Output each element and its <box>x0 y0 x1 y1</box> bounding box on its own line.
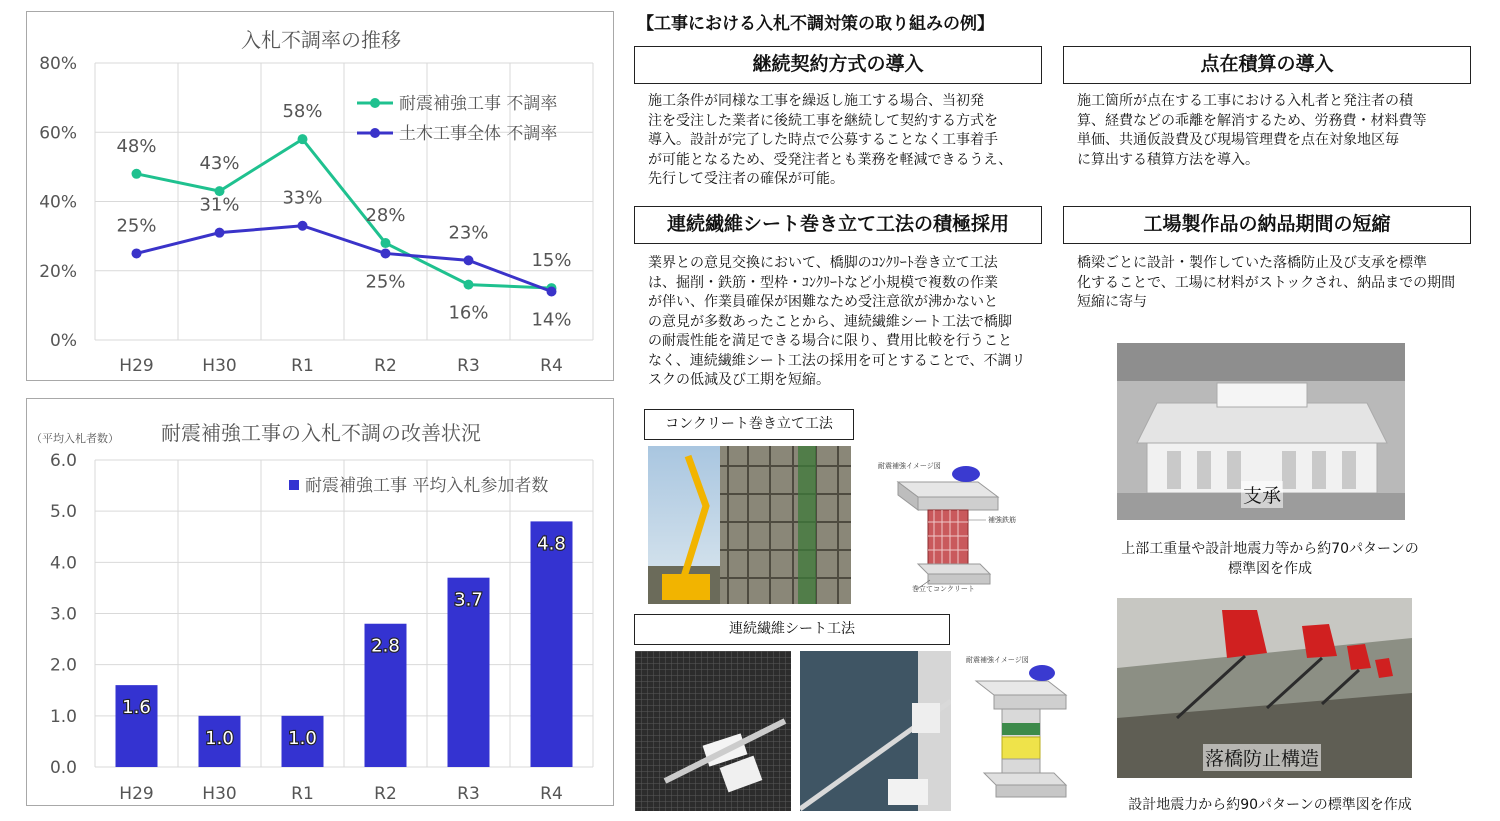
line-data-label: 48% <box>116 135 157 157</box>
box-fiber-sheet-description <box>648 254 1040 391</box>
diagram1-rebar-label: 補強鉄筋 <box>988 516 1016 524</box>
bar-x-tick-label: R3 <box>457 784 480 804</box>
bar-data-label: 3.7 <box>454 589 483 611</box>
line-data-label: 23% <box>448 222 489 244</box>
diagram1-concrete-label: 巻立てコンクリート <box>912 585 975 593</box>
line-y-tick-label: 0% <box>50 331 77 351</box>
bar-chart <box>27 399 615 807</box>
fiber-sheet-photo-2 <box>800 651 951 811</box>
line-chart-title: 入札不調率の推移 <box>241 28 401 52</box>
fall-prevention-photo <box>1117 598 1412 778</box>
box2-line-1: 施工箇所が点在する工事における入札者と発注者の積 <box>1077 93 1413 109</box>
bar-legend-label: 耐震補強工事 平均入札参加者数 <box>305 476 549 496</box>
measures-main-title: 【工事における入札不調対策の取り組みの例】 <box>637 14 994 34</box>
bar-data-label: 4.8 <box>537 533 566 555</box>
line-data-label: 43% <box>199 153 240 175</box>
line-point <box>132 248 142 258</box>
line-x-tick-label: R1 <box>291 356 314 376</box>
line-x-tick-label: R2 <box>374 356 397 376</box>
concrete-jacketing-label: コンクリート巻き立て工法 <box>644 409 854 440</box>
line-x-tick-label: R4 <box>540 356 563 376</box>
bar <box>531 521 573 767</box>
bar-y-tick-label: 2.0 <box>49 655 77 676</box>
bearing-photo-label: 支承 <box>1241 481 1283 508</box>
line-point <box>381 248 391 258</box>
bar-legend-swatch <box>289 480 299 490</box>
line-chart-panel <box>26 11 614 381</box>
line-data-label: 16% <box>448 302 489 324</box>
box-factory-products-title: 工場製作品の納品期間の短縮 <box>1063 206 1471 244</box>
line-point <box>215 228 225 238</box>
box4-line-1: 橋梁ごとに設計・製作していた落橋防止及び支承を標準 <box>1077 255 1427 271</box>
line-legend-marker <box>370 128 380 138</box>
box-scattered-estimate-description <box>1077 92 1469 170</box>
bearing-caption-line-1: 上部工重量や設計地震力等から約70パターンの <box>1121 541 1419 557</box>
bar-x-tick-label: H30 <box>202 784 237 804</box>
bar-x-tick-label: R1 <box>291 784 314 804</box>
box-continuous-contract-title: 継続契約方式の導入 <box>634 46 1042 84</box>
line-y-tick-label: 60% <box>39 123 77 144</box>
concrete-jacketing-diagram <box>868 452 1018 604</box>
box1-line-4: が可能となるため、受発注者とも業務を軽減できるうえ、 <box>648 151 1013 168</box>
bar-data-label: 1.6 <box>122 697 151 719</box>
box3-line-4: の意見が多数あったことから、連続繊維シート工法で橋脚 <box>648 313 1012 330</box>
line-chart <box>27 12 615 382</box>
bar-data-label: 1.0 <box>205 727 234 749</box>
line-x-tick-label: R3 <box>457 356 480 376</box>
line-data-label: 14% <box>531 309 572 331</box>
box4-line-2: 化することで、工場に材料がストックされ、納品までの期間 <box>1077 274 1456 291</box>
box1-line-5: 先行して受注者の確保が可能。 <box>648 171 844 187</box>
line-y-tick-label: 80% <box>39 54 77 74</box>
bar-chart-title: 耐震補強工事の入札不調の改善状況 <box>161 421 481 445</box>
line-point <box>381 238 391 248</box>
box1-line-3: 導入。設計が完了した時点で公募することなく工事着手 <box>648 132 998 148</box>
line-legend-marker <box>370 98 380 108</box>
fiber-sheet-diagram <box>960 651 1080 811</box>
diagram1-title: 耐震補強イメージ図 <box>878 462 941 470</box>
bar-chart-panel <box>26 398 614 806</box>
fall-prevention-photo-label: 落橋防止構造 <box>1203 744 1321 771</box>
bar-x-tick-label: R2 <box>374 784 397 804</box>
line-y-tick-label: 40% <box>39 192 77 213</box>
line-point <box>464 280 474 290</box>
line-y-tick-label: 20% <box>39 261 77 282</box>
bearing-caption-line-2: 標準図を作成 <box>1228 561 1312 577</box>
box-factory-products-description <box>1077 254 1469 313</box>
bar-y-axis-label: （平均入札者数） <box>31 432 119 445</box>
box2-line-2: 算、経費などの乖離を解消するため、労務費・材料費等 <box>1077 112 1427 129</box>
diagram2-title: 耐震補強イメージ図 <box>966 656 1029 664</box>
fiber-sheet-label: 連続繊維シート工法 <box>634 614 950 645</box>
bearing-photo <box>1117 343 1405 520</box>
line-point <box>464 255 474 265</box>
line-point <box>132 169 142 179</box>
box3-line-3: が伴い、作業員確保が困難なため受注意欲が沸かないと <box>648 294 998 310</box>
line-legend-label: 土木工事全体 不調率 <box>399 124 558 144</box>
box3-line-7: スクの低減及び工期を短縮。 <box>648 372 830 388</box>
line-data-label: 31% <box>199 194 240 216</box>
box-fiber-sheet-title: 連続繊維シート巻き立て工法の積極採用 <box>634 206 1042 244</box>
line-data-label: 25% <box>116 215 157 237</box>
line-point <box>298 134 308 144</box>
bar-data-label: 1.0 <box>288 727 317 749</box>
bar-y-tick-label: 0.0 <box>49 758 77 778</box>
line-data-label: 15% <box>531 250 572 272</box>
bar-y-tick-label: 6.0 <box>49 451 77 471</box>
line-data-label: 33% <box>282 187 323 209</box>
box3-line-1: 業界との意見交換において、橋脚のｺﾝｸﾘｰﾄ巻き立て工法 <box>648 255 998 271</box>
bearing-caption <box>1100 539 1440 579</box>
bar-x-tick-label: R4 <box>540 784 563 804</box>
box1-line-1: 施工条件が同様な工事を繰返し施工する場合、当初発 <box>648 93 984 109</box>
box3-line-5: の耐震性能を満足できる場合に限り、費用比較を行うこと <box>648 333 1012 349</box>
line-legend-label: 耐震補強工事 不調率 <box>399 94 558 114</box>
line-data-label: 25% <box>365 271 406 293</box>
line-x-tick-label: H30 <box>202 356 237 376</box>
box2-line-4: に算出する積算方法を導入。 <box>1077 151 1259 168</box>
bar-y-tick-label: 1.0 <box>49 706 77 727</box>
box2-line-3: 単価、共通仮設費及び現場管理費を点在対象地区毎 <box>1077 132 1399 148</box>
line-x-tick-label: H29 <box>119 356 154 376</box>
line-data-label: 28% <box>365 205 406 227</box>
bar-data-label: 2.8 <box>371 635 400 657</box>
bar-y-tick-label: 5.0 <box>49 502 77 523</box>
line-data-label: 58% <box>282 101 323 123</box>
box1-line-2: 注を受注した業者に後続工事を継続して契約する方式を <box>648 112 998 129</box>
box-continuous-contract-description <box>648 92 1040 190</box>
line-point <box>547 287 557 297</box>
bar-y-tick-label: 4.0 <box>49 553 77 574</box>
line-point <box>298 221 308 231</box>
bar-y-tick-label: 3.0 <box>49 604 77 625</box>
bar-x-tick-label: H29 <box>119 784 154 804</box>
concrete-jacketing-photo <box>648 446 851 604</box>
fiber-sheet-photo-1 <box>635 651 791 811</box>
fall-prevention-caption: 設計地震力から約90パターンの標準図を作成 <box>1128 797 1412 813</box>
box4-line-3: 短縮に寄与 <box>1077 294 1147 310</box>
box3-line-6: なく、連続繊維シート工法の採用を可とすることで、不調リ <box>648 352 1026 369</box>
box-scattered-estimate-title: 点在積算の導入 <box>1063 46 1471 84</box>
box3-line-2: は、掘削・鉄筋・型枠・ｺﾝｸﾘｰﾄなど小規模で複数の作業 <box>648 274 998 291</box>
